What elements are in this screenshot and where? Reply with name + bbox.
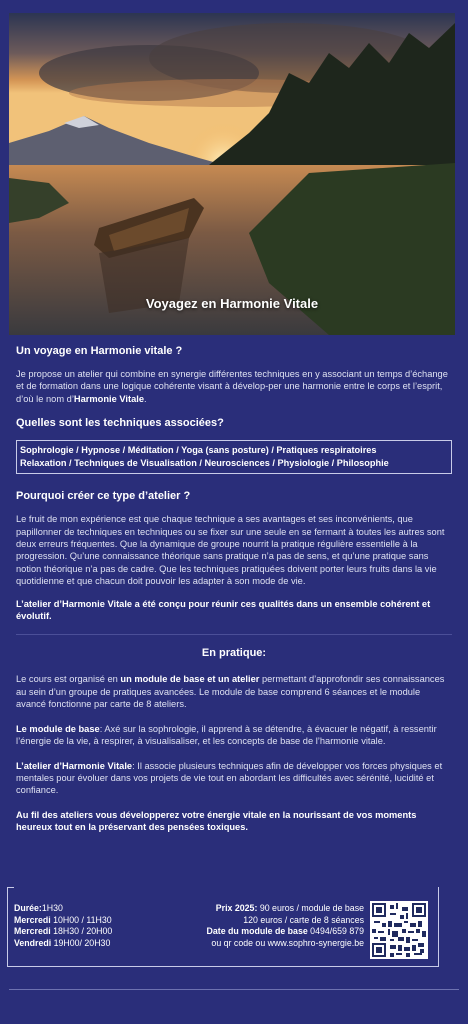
pratique-intro: Le cours est organisé en un module de base et un atelier permettant d’approfondir ses connaissances au sein d’un groupe de pratiques avancées. Le module de base comprend 6 séances et le module avancé fonctionne par carte de 8 ateliers.	[16, 674, 445, 710]
mercredi-morning-line: Mercredi 10H00 / 11H30	[14, 914, 112, 925]
qr-code-icon[interactable]	[370, 901, 428, 959]
divider	[16, 634, 452, 635]
date-line: Date du module de base 0494/659 879	[206, 926, 364, 936]
duree-line: Durée:1H30	[14, 903, 63, 913]
techniques-line-2: Relaxation / Techniques de Visualisation / Neurosciences / Physiologie / Philosophie	[20, 458, 389, 469]
atelier-text: L’atelier d’Harmonie Vitale: Il associe plusieurs techniques afin de développer vos forces physiques et mentales pour évoluer dans vos projets de vie tout en abordant les difficultés avec sérénité, lucidité et confiance.	[16, 760, 443, 796]
section-pourquoi-text: Le fruit de mon expérience est que chaque technique a ses avantages et ses inconvénients, que papillonner de techniques en techniques ou se fixer sur une seule en se fermant à toutes les autres sont deux erreurs fréquentes. Que la dynamique de groupe nourrit la pratique régulière essentielle à la progression. Qu’une connaissance théorique sans pratique n’a pas de sens, et qu’une pratique sans notion théorique n’a pas de cadre. Que les techniques pratiquées doivent porter leurs fruits dans la vie quotidienne et que chacun doit pouvoir les adapter à son mode de vie.	[16, 514, 445, 587]
techniques-box	[16, 440, 452, 474]
prix-line-2: 120 euros / carte de 8 séances	[243, 914, 364, 925]
module-base-text: Le module de base: Axé sur la sophrologie, il apprend à se détendre, à évacuer le négatif, à ressentir l’énergie de la vie, à respirer, à visualisaliser, et les concepts de base de l’harmonie vitale.	[16, 723, 437, 747]
section-techniques-title: Quelles sont les techniques associées?	[16, 417, 224, 430]
vendredi-line: Vendredi 19H00/ 20H30	[14, 937, 111, 948]
section-pratique-title: En pratique:	[201, 647, 267, 660]
box-corner	[8, 887, 14, 888]
mercredi-evening-line: Mercredi 18H30 / 20H00	[14, 926, 113, 936]
lake-boat-landscape	[9, 13, 455, 335]
section-voyage-text: Je propose un atelier qui combine en synergie différentes techniques en y associant un temps d’échange et de formation dans une logique cohérente visant à dévelop-per une harmonie entre le corps et l’esprit, d’où le nom d’Harmonie Vitale.	[16, 369, 448, 404]
prix-line-1: Prix 2025: 90 euros / module de base	[215, 903, 364, 913]
contact-line: ou qr code ou www.sophro-synergie.be	[211, 937, 364, 948]
section-pourquoi-conclusion: L’atelier d’Harmonie Vitale a été conçu pour réunir ces qualités dans un ensemble cohérent et évolutif.	[16, 598, 431, 622]
closing-text: Au fil des ateliers vous développerez votre énergie vitale en la nourissant de vos moments heureux tout en la préservant des pensées toxiques.	[16, 809, 417, 833]
main-content	[16, 345, 452, 842]
techniques-line-1: Sophrologie / Hypnose / Méditation / Yoga (sans posture) / Pratiques respiratoires	[20, 445, 377, 456]
info-box	[7, 887, 439, 967]
schedule	[14, 903, 112, 949]
pricing	[154, 903, 364, 949]
section-pourquoi-title: Pourquoi créer ce type d’atelier ?	[16, 490, 191, 503]
section-voyage-title: Un voyage en Harmonie vitale ?	[16, 345, 183, 357]
qr-code-graphic	[370, 901, 428, 959]
hero-caption: Voyagez en Harmonie Vitale	[145, 296, 319, 311]
hero-image	[9, 13, 455, 335]
bottom-rule	[9, 989, 459, 990]
